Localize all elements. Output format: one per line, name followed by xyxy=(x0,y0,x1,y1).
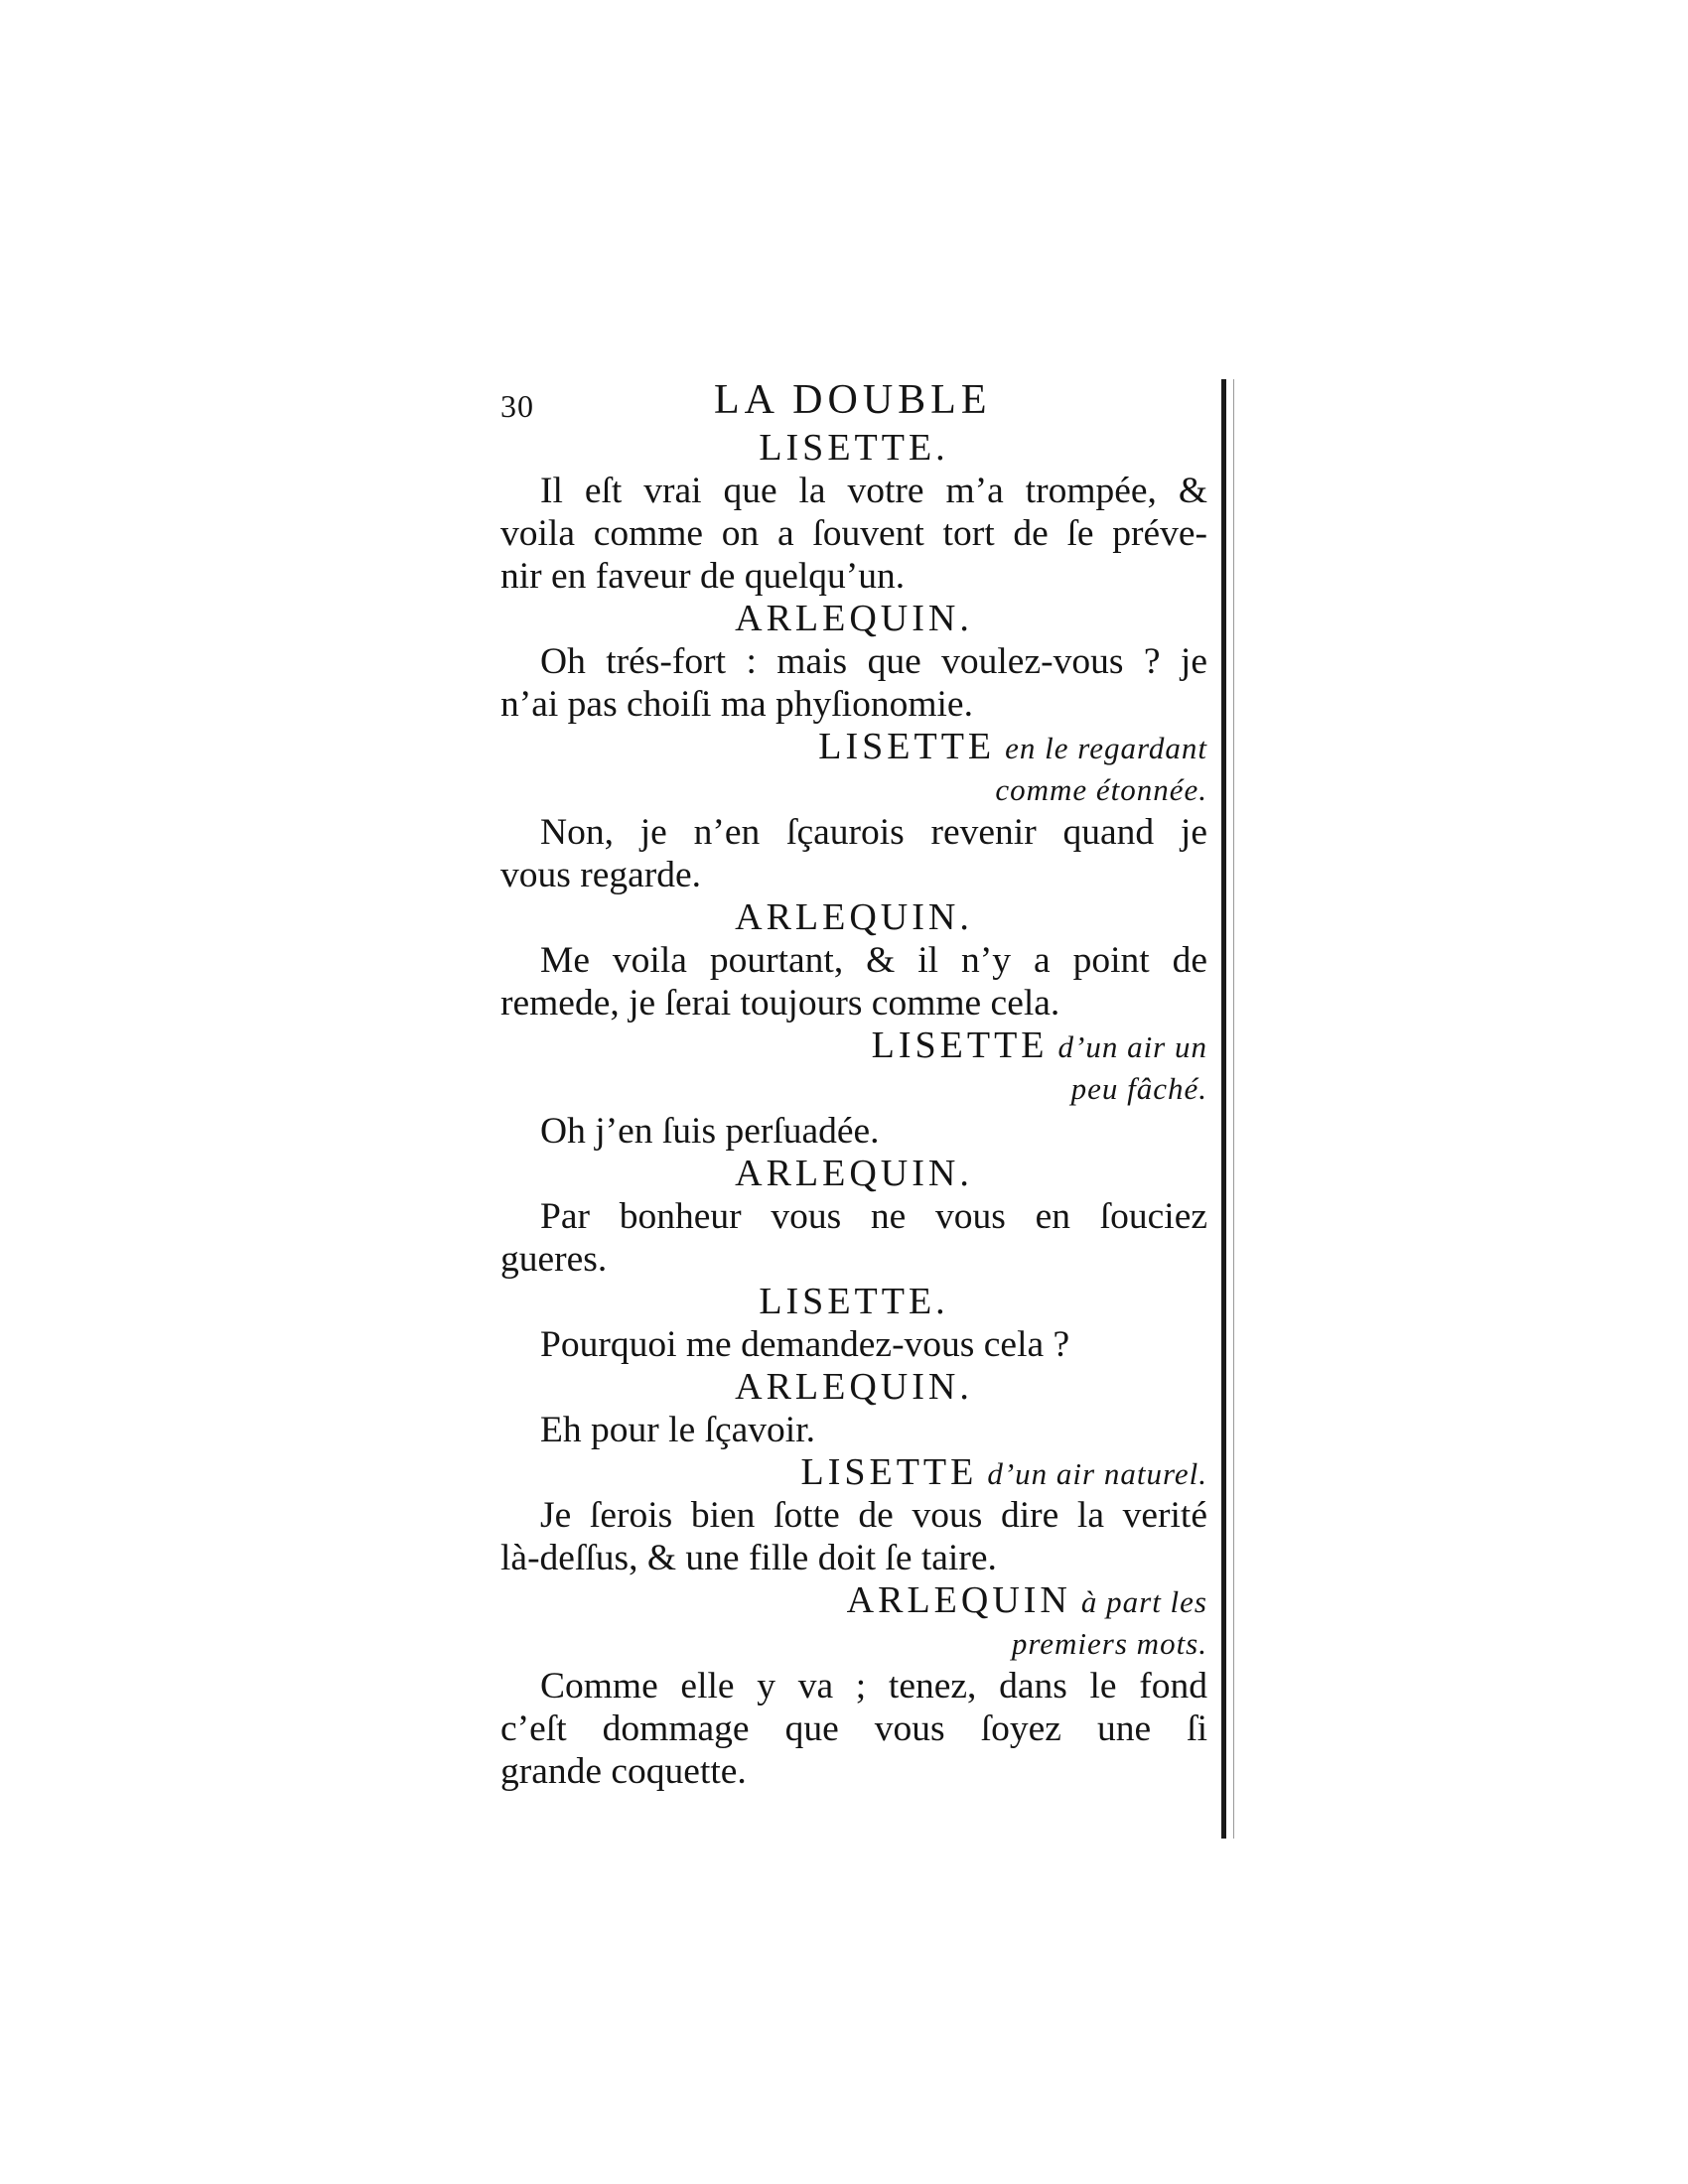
dialogue-paragraph xyxy=(500,1110,1207,1153)
text-line: gueres. xyxy=(500,1239,608,1280)
speaker-name: LISETTE xyxy=(871,1024,1049,1066)
dialogue-paragraph xyxy=(500,640,1207,726)
text-line: vous regarde. xyxy=(500,855,702,895)
speaker-name: LISETTE xyxy=(818,726,996,767)
speaker-line xyxy=(500,1024,1207,1067)
text-line: nir en faveur de quelqu’un. xyxy=(500,556,906,597)
speaker-name: LISETTE. xyxy=(759,1281,949,1322)
speaker-name: LISETTE. xyxy=(759,427,949,469)
stage-direction: d’un air naturel. xyxy=(987,1456,1207,1491)
page-header xyxy=(500,379,1207,427)
text-line: grande coquette. xyxy=(500,1751,747,1792)
margin-rule-thin xyxy=(1233,379,1234,1839)
dialogue-paragraph xyxy=(500,1195,1207,1281)
dialogue-paragraph xyxy=(500,939,1207,1024)
text-line: Eh pour le ſçavoir. xyxy=(540,1410,816,1450)
speaker-line xyxy=(500,1451,1207,1494)
text-line: Oh j’en ſuis perſuadée. xyxy=(540,1111,880,1152)
speaker-line xyxy=(500,726,1207,768)
speaker-name: ARLEQUIN. xyxy=(735,1153,973,1194)
running-title: LA DOUBLE xyxy=(714,377,992,423)
stage-direction-continued: comme étonnée. xyxy=(995,772,1207,807)
dialogue-paragraph xyxy=(500,1665,1207,1793)
text-line: Je ſerois bien ſotte de vous dire la verité xyxy=(540,1495,1207,1536)
text-line: Par bonheur vous ne vous en ſouciez xyxy=(540,1196,1207,1237)
text-line: Non, je n’en ſçaurois revenir quand je xyxy=(540,812,1207,853)
speaker-name: ARLEQUIN. xyxy=(735,598,973,639)
speaker-name: ARLEQUIN xyxy=(846,1579,1071,1621)
margin-rule xyxy=(1221,379,1226,1839)
text-line: Il eſt vrai que la votre m’a trompée, & xyxy=(540,471,1207,511)
page-number: 30 xyxy=(500,388,534,424)
speaker-line xyxy=(500,1579,1207,1622)
speaker-name: ARLEQUIN. xyxy=(735,1366,973,1408)
dialogue-paragraph xyxy=(500,811,1207,896)
text-line: voila comme on a ſouvent tort de ſe préve- xyxy=(500,513,1207,554)
stage-direction: en le regardant xyxy=(1005,731,1207,765)
stage-direction: à part les xyxy=(1080,1584,1207,1619)
text-line: c’eſt dommage que vous ſoyez une ſi xyxy=(500,1708,1207,1749)
dialogue-paragraph xyxy=(500,470,1207,598)
text-line: là-deſſus, & une fille doit ſe taire. xyxy=(500,1538,997,1578)
stage-direction-continued: premiers mots. xyxy=(1011,1626,1207,1661)
dialogue-paragraph xyxy=(500,1494,1207,1579)
text-line: Me voila pourtant, & il n’y a point de xyxy=(540,940,1207,981)
stage-direction-continued: peu fâché. xyxy=(1070,1071,1207,1106)
text-line: remede, je ſerai toujours comme cela. xyxy=(500,983,1060,1024)
text-line: Pourquoi me demandez-vous cela ? xyxy=(540,1324,1070,1365)
speaker-name: ARLEQUIN. xyxy=(735,896,973,938)
dialogue-paragraph xyxy=(500,1323,1207,1366)
stage-direction: d’un air un xyxy=(1057,1029,1207,1064)
speaker-name: LISETTE xyxy=(800,1451,978,1493)
text-line: Oh trés-fort : mais que voulez-vous ? je xyxy=(540,641,1207,682)
text-line: n’ai pas choiſi ma phyſionomie. xyxy=(500,684,973,725)
book-page xyxy=(500,379,1207,1793)
text-line: Comme elle y va ; tenez, dans le fond xyxy=(540,1666,1207,1706)
dialogue-paragraph xyxy=(500,1409,1207,1451)
